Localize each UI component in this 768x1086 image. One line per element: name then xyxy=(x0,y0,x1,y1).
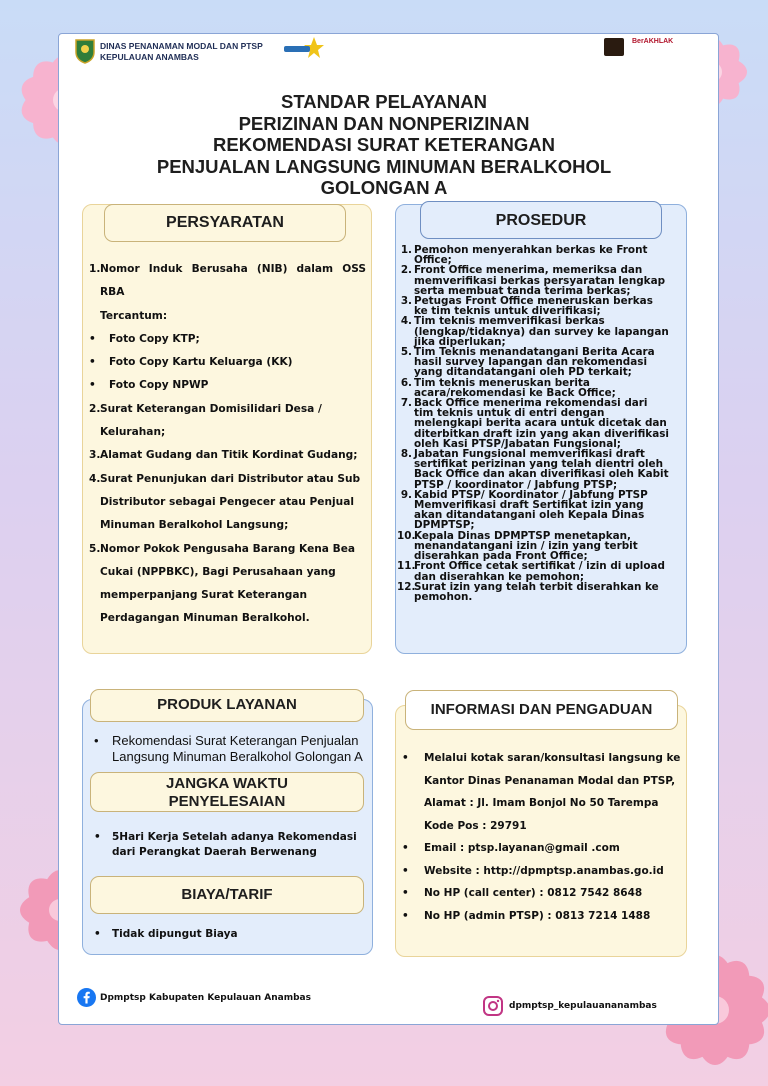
persyaratan-list xyxy=(89,258,366,631)
facebook-link[interactable]: Dpmptsp Kabupaten Kepulauan Anambas xyxy=(100,993,311,1003)
list-item: 5. Tim Teknis menandatangani Berita Acara hasil survey lapangan dan rekomendasi yang ditandatangani oleh PD terkait; xyxy=(400,346,655,379)
biaya-item: • Tidak dipungut Biaya xyxy=(94,928,238,940)
list-item: 1. Pemohon menyerahkan berkas ke Front Office; xyxy=(400,244,648,267)
list-item: 9. Kabid PTSP/ Koordinator / Jabfung PTSP Memverifikasi draft Sertifikat izin yang akan ditandatangani oleh Kepala Dinas DPMPTSP; xyxy=(400,488,648,532)
list-item: 2. Surat Keterangan Domisilidari Desa / Kelurahan; xyxy=(89,402,322,439)
persyaratan-heading: PERSYARATAN xyxy=(104,204,346,242)
list-item: • Foto Copy NPWP xyxy=(89,379,209,392)
instagram-icon[interactable] xyxy=(483,996,503,1016)
list-item: 3. Petugas Front Office meneruskan berkas ke tim teknis untuk diverifikasi; xyxy=(400,295,653,318)
prosedur-heading: PROSEDUR xyxy=(420,201,662,239)
list-item: • Foto Copy Kartu Keluarga (KK) xyxy=(89,356,293,369)
facebook-icon[interactable] xyxy=(77,988,96,1007)
list-item: 3. Alamat Gudang dan Titik Kordinat Gudang; xyxy=(89,449,358,462)
list-item: 11. Front Office cetak sertifikat / izin di upload dan diserahkan ke pemohon; xyxy=(397,560,665,583)
jangka-heading: JANGKA WAKTU PENYELESAIAN xyxy=(90,772,364,812)
page-title: STANDAR PELAYANAN PERIZINAN DAN NONPERIZINAN REKOMENDASI SURAT KETERANGAN PENJUALAN LANGSUNG MINUMAN BERALKOHOL GOLONGAN A xyxy=(156,91,612,198)
list-item: 8. Jabatan Fungsional memverifikasi draft sertifikat perizinan yang telah dientri oleh Back Office dan akan diverifikasi oleh Kabit PTSP / koordinator / Jabfung PTSP; xyxy=(400,448,669,491)
list-item: 10. Kepala Dinas DPMPTSP menetapkan, menandatangani izin / izin yang terbit diserahkan pada Front Office; xyxy=(397,529,638,563)
regency-emblem-icon xyxy=(74,38,96,64)
berakhlak-logo: BerAKHLAK xyxy=(632,38,674,45)
list-item: 5. Nomor Pokok Pengusaha Barang Kena Bea Cukai (NPPBKC), Bagi Perusahaan yang memperpanjang Surat Keterangan Perdagangan Minuman Beralkohol. xyxy=(89,542,356,625)
ministry-logo-icon xyxy=(604,38,624,56)
header-org-name: DINAS PENANAMAN MODAL DAN PTSP KEPULAUAN ANAMBAS xyxy=(100,41,263,62)
list-item: 12. Surat izin yang telah terbit diserahkan ke pemohon. xyxy=(397,580,659,603)
list-item: 7. Back Office menerima rekomendasi dari tim teknis untuk di entri dengan melengkapi berita acara untuk dicetak dan diterbitkan draft izin yang akan diverifikasi oleh Kasi PTSP/Jabatan Fungsional; xyxy=(400,397,669,450)
list-item: • Foto Copy KTP; xyxy=(89,332,200,345)
biaya-heading: BIAYA/TARIF xyxy=(90,876,364,914)
list-item: 1. Nomor Induk Berusaha (NIB) dalam OSS RBA Tercantum: xyxy=(89,263,366,322)
list-item: 4. Tim teknis memverifikasi berkas (lengkap/tidaknya) dan survey ke lapangan jika diperlukan; xyxy=(400,315,669,348)
jangka-item: • 5Hari Kerja Setelah adanya Rekomendasi dari Perangkat Daerah Berwenang xyxy=(94,831,357,858)
list-item: 6. Tim teknis meneruskan berita acara/rekomendasi ke Back Office; xyxy=(400,376,616,399)
informasi-list xyxy=(402,747,682,927)
list-item: • Email : ptsp.layanan@gmail .com xyxy=(402,842,620,854)
list-item: • Melalui kotak saran/konsultasi langsung ke Kantor Dinas Penanaman Modal dan PTSP, Alamat : Jl. Imam Bonjol No 50 Tarempa Kode Pos : 29791 xyxy=(402,752,681,832)
list-item: • Website : http://dpmptsp.anambas.go.id xyxy=(402,864,664,877)
instagram-link[interactable]: dpmptsp_kepulauananambas xyxy=(509,1001,657,1011)
list-item: 2. Front Office menerima, memeriksa dan memverifikasi berkas persyaratan lengkap serta membuat tanda terima berkas; xyxy=(400,264,666,297)
informasi-heading: INFORMASI DAN PENGADUAN xyxy=(405,690,678,730)
produk-item: • Rekomendasi Surat Keterangan Penjualan Langsung Minuman Beralkohol Golongan A xyxy=(94,733,363,764)
prosedur-list xyxy=(397,245,671,602)
anambas-star-logo-icon xyxy=(284,36,324,60)
list-item: 4. Surat Penunjukan dari Distributor atau Sub Distributor sebagai Pengecer atau Penjual Minuman Beralkohol Langsung; xyxy=(89,472,361,532)
list-item: • No HP (call center) : 0812 7542 8648 xyxy=(402,887,643,899)
produk-heading: PRODUK LAYANAN xyxy=(90,689,364,722)
list-item: • No HP (admin PTSP) : 0813 7214 1488 xyxy=(402,909,651,922)
